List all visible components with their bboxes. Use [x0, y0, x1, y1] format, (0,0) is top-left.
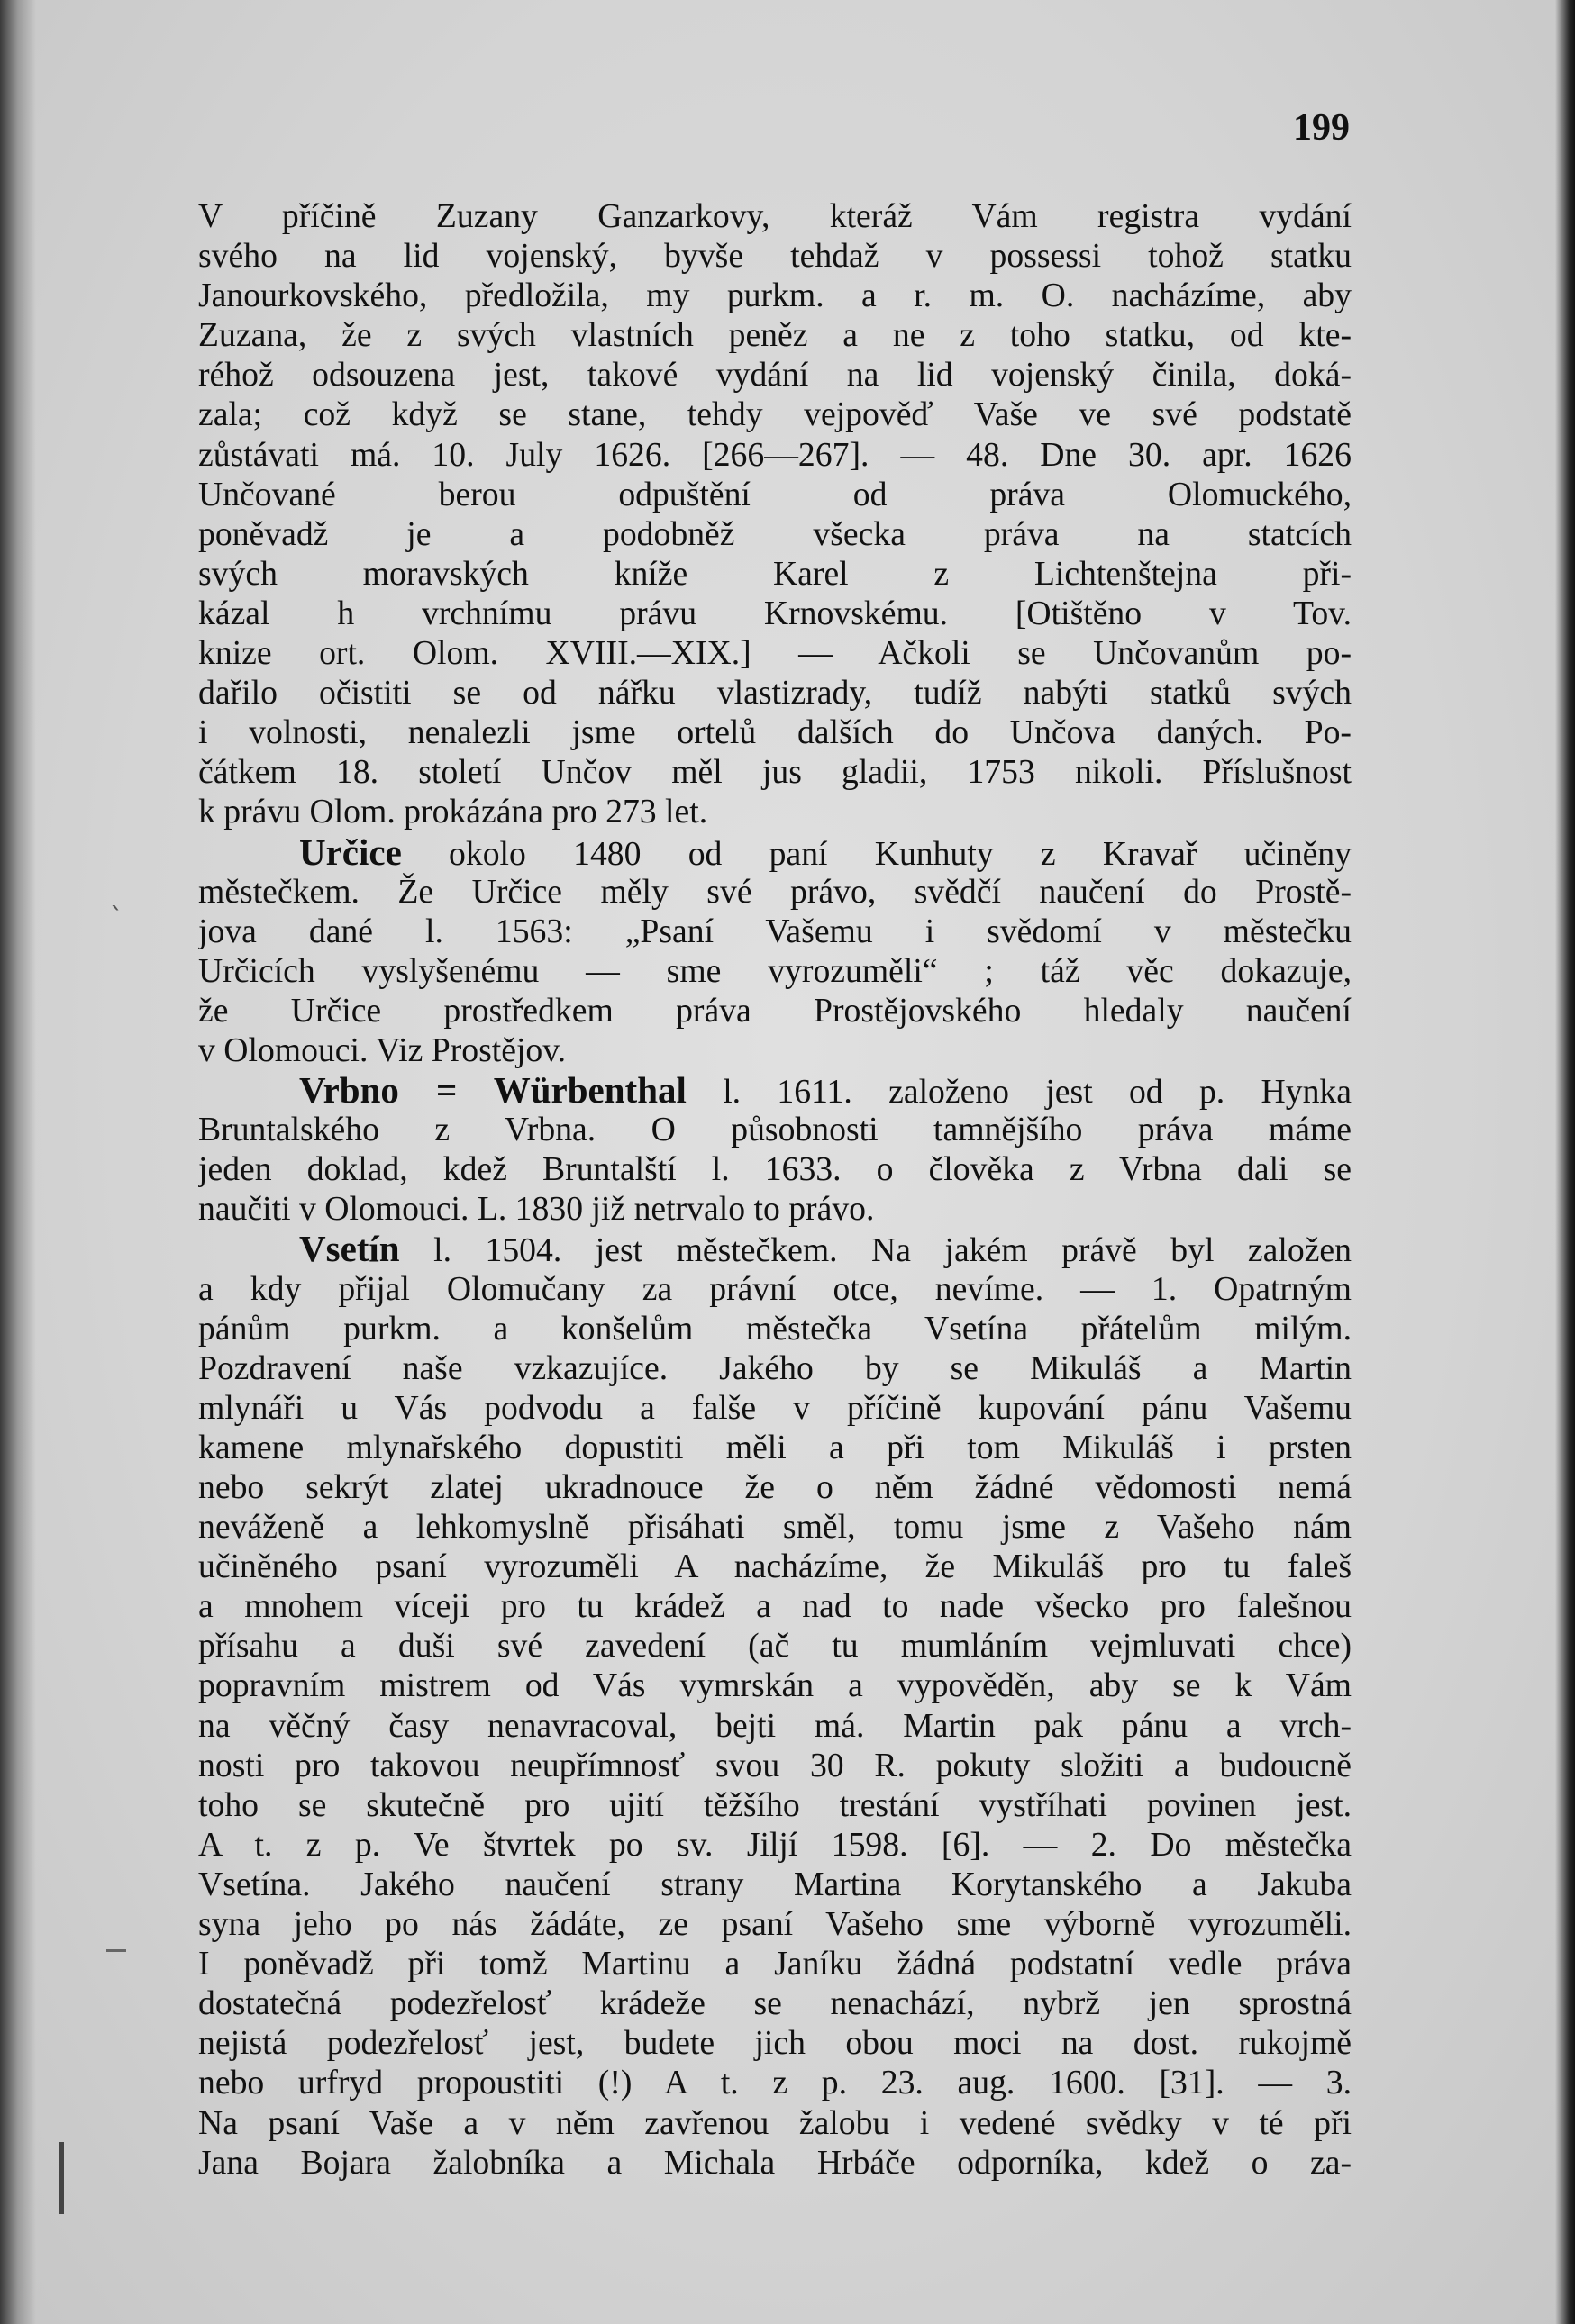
text-line: [198, 1785, 1352, 1825]
text-line: [198, 1825, 1352, 1865]
text-line: [198, 1586, 1352, 1626]
text-line: [198, 1944, 1352, 1984]
line-text: Janourkovského, předložila, my purkm. a r. m. O. nacházíme, aby: [198, 277, 1352, 315]
text-line: [198, 713, 1352, 752]
line-text: zůstávati má. 10. July 1626. [266—267]. — 48. Dne 30. apr. 1626: [198, 435, 1352, 474]
line-text: Pozdravení naše vzkazujíce. Jakého by se Mikuláš a Martin: [198, 1348, 1352, 1387]
page-number: 199: [1293, 107, 1350, 149]
line-text: Vsetína. Jakého naučení strany Martina Korytanského a Jakuba: [198, 1865, 1352, 1903]
line-text: toho se skutečně pro ujití těžšího trestání vystříhati povinen jest.: [198, 1785, 1352, 1824]
line-text: jeden doklad, kdež Bruntalští l. 1633. o člověka z Vrbna dali se: [198, 1150, 1352, 1189]
line-text: svých moravských kníže Karel z Lichtenštejna při-: [198, 554, 1352, 593]
line-text: učiněného psaní vyrozuměli A nacházíme, že Mikuláš pro tu faleš: [198, 1548, 1352, 1586]
line-text: dostatečná podezřelosť krádeže se nenachází, nybrž jen sprostná: [198, 1984, 1352, 2023]
line-text: l. 1611. založeno jest od p. Hynka: [686, 1073, 1352, 1111]
line-text: mlynáři u Vás podvodu a falše v příčině kupování pánu Vašemu: [198, 1388, 1352, 1427]
line-text: nosti pro takovou neupřímnosť svou 30 R. pokuty složiti a budoucně: [198, 1746, 1352, 1784]
text-line: [198, 1149, 1352, 1189]
text-line: [198, 315, 1352, 355]
line-text: knize ort. Olom. XVIII.—XIX.] — Ačkoli se Unčovanům po-: [198, 634, 1352, 673]
text-line: [198, 2103, 1352, 2143]
text-line: [198, 514, 1352, 554]
text-line: [198, 554, 1352, 594]
line-text: jova dané l. 1563: „Psaní Vašemu i svědomí v městečku: [198, 912, 1352, 950]
text-line: [198, 991, 1352, 1030]
body-text: [198, 196, 1352, 2183]
text-line: [198, 872, 1352, 912]
line-text: Na psaní Vaše a v něm zavřenou žalobu i vedené svědky v té při: [198, 2103, 1352, 2142]
text-line: [198, 912, 1352, 951]
line-text: I poněvadž při tomž Martinu a Janíku žádná podstatní vedle práva: [198, 1945, 1352, 1984]
text-line: [198, 1229, 1352, 1268]
text-line: [198, 633, 1352, 673]
line-text: čátkem 18. století Unčov měl jus gladii, 1753 nikoli. Příslušnost: [198, 753, 1352, 792]
text-line: [198, 435, 1352, 475]
line-text: nebo urfryd propoustiti (!) A t. z p. 23. aug. 1600. [31]. — 3.: [198, 2064, 1352, 2102]
text-line: [198, 1269, 1352, 1309]
margin-bar: [59, 2142, 64, 2214]
entry-heading: Vsetín: [299, 1229, 400, 1269]
text-line: [198, 1904, 1352, 1944]
line-text: i volnosti, nenalezli jsme ortelů dalších do Unčova daných. Po-: [198, 713, 1352, 752]
line-text: Bruntalského z Vrbna. O působnosti tamnějšího práva máme: [198, 1111, 1352, 1149]
line-text: naučiti v Olomouci. L. 1830 již netrvalo to právo.: [198, 1190, 875, 1229]
line-text: v Olomouci. Viz Prostějov.: [198, 1030, 567, 1069]
text-line: [198, 1666, 1352, 1705]
line-text: réhož odsouzena jest, takové vydání na lid vojenský činila, doká-: [198, 356, 1352, 395]
line-text: Zuzana, že z svých vlastních peněz a ne z toho statku, od kte-: [198, 316, 1352, 355]
line-text: dařilo očistiti se od nářku vlastizrady, tudíž nabýti statků svých: [198, 674, 1352, 713]
entry-heading: Vrbno = Würbenthal: [299, 1070, 687, 1111]
text-line: [198, 196, 1352, 236]
text-line: [198, 2063, 1352, 2102]
text-line: [198, 1865, 1352, 1904]
text-line: [198, 475, 1352, 514]
text-line: [198, 1984, 1352, 2023]
text-line: [198, 1428, 1352, 1467]
text-line: [198, 355, 1352, 395]
text-line: [198, 1030, 1352, 1070]
line-text: kamene mlynařského dopustiti měli a při tom Mikuláš i prsten: [198, 1428, 1352, 1466]
line-text: k právu Olom. prokázána pro 273 let.: [198, 793, 708, 831]
text-line: [198, 673, 1352, 713]
binding-shadow: [0, 0, 36, 2324]
line-text: Jana Bojara žalobníka a Michala Hrbáče odporníka, kdež o za-: [198, 2143, 1352, 2182]
text-line: [198, 395, 1352, 434]
line-text: syna jeho po nás žádáte, ze psaní Vašeho sme výborně vyrozuměli.: [198, 1905, 1352, 1944]
line-text: Určicích vyslyšenému — sme vyrozuměli“ ; táž věc dokazuje,: [198, 951, 1352, 990]
line-text: kázal h vrchnímu právu Krnovskému. [Otištěno v Tov.: [198, 594, 1352, 632]
entry-heading: Určice: [299, 831, 402, 872]
line-text: nejistá podezřelosť jest, budete jich obou moci na dost. rukojmě: [198, 2024, 1352, 2063]
text-line: [198, 951, 1352, 991]
line-text: neváženě a lehkomyslně přisáhati směl, tomu jsme z Vašeho nám: [198, 1508, 1352, 1547]
text-line: [198, 276, 1352, 315]
text-line: [198, 792, 1352, 831]
text-line: [198, 1746, 1352, 1785]
text-line: [198, 1070, 1352, 1110]
text-line: [198, 1348, 1352, 1388]
text-line: [198, 1507, 1352, 1547]
text-line: [198, 594, 1352, 633]
line-text: Unčované berou odpuštění od práva Olomuckého,: [198, 475, 1352, 513]
text-line: [198, 1110, 1352, 1149]
line-text: V příčině Zuzany Ganzarkovy, kteráž Vám registra vydání: [198, 197, 1352, 235]
text-line: [198, 1626, 1352, 1666]
text-line: [198, 752, 1352, 792]
line-text: zala; což když se stane, tehdy vejpověď Vaše ve své podstatě: [198, 395, 1352, 434]
text-line: [198, 1189, 1352, 1229]
text-line: [198, 1706, 1352, 1746]
text-line: [198, 1309, 1352, 1348]
line-text: a kdy přijal Olomučany za právní otce, nevíme. — 1. Opatrným: [198, 1269, 1352, 1308]
line-text: A t. z p. Ve štvrtek po sv. Jiljí 1598. [6]. — 2. Do městečka: [198, 1825, 1352, 1864]
line-text: že Určice prostředkem práva Prostějovského hledaly naučení: [198, 991, 1352, 1030]
text-line: [198, 1467, 1352, 1507]
text-line: [198, 236, 1352, 276]
line-text: nebo sekrýt zlatej ukradnouce že o něm žádné vědomosti nemá: [198, 1468, 1352, 1506]
line-text: městečkem. Že Určice měly své právo, svědčí naučení do Prostě-: [198, 872, 1352, 911]
line-text: poněvadž je a podobněž všecka práva na statcích: [198, 514, 1352, 553]
line-text: a mnohem víceji pro tu krádež a nad to nade všecko pro falešnou: [198, 1587, 1352, 1626]
margin-mark: `: [110, 903, 123, 934]
line-text: l. 1504. jest městečkem. Na jakém právě byl založen: [399, 1231, 1352, 1269]
text-line: [198, 2143, 1352, 2183]
text-line: [198, 832, 1352, 872]
line-text: okolo 1480 od paní Kunhuty z Kravař učiněny: [401, 834, 1352, 872]
text-line: [198, 1388, 1352, 1428]
text-line: [198, 1547, 1352, 1586]
text-line: [198, 2023, 1352, 2063]
line-text: svého na lid vojenský, byvše tehdaž v possessi tohož statku: [198, 237, 1352, 276]
margin-dash: [106, 1949, 126, 1952]
line-text: na věčný časy nenavracoval, bejti má. Martin pak pánu a vrch-: [198, 1706, 1352, 1745]
line-text: pánům purkm. a konšelům městečka Vsetína přátelům milým.: [198, 1309, 1352, 1348]
line-text: přísahu a duši své zavedení (ač tu mumláním vejmluvati chce): [198, 1627, 1352, 1666]
page-edge: [1555, 0, 1575, 2324]
line-text: popravním mistrem od Vás vymrskán a vypověděn, aby se k Vám: [198, 1666, 1352, 1705]
